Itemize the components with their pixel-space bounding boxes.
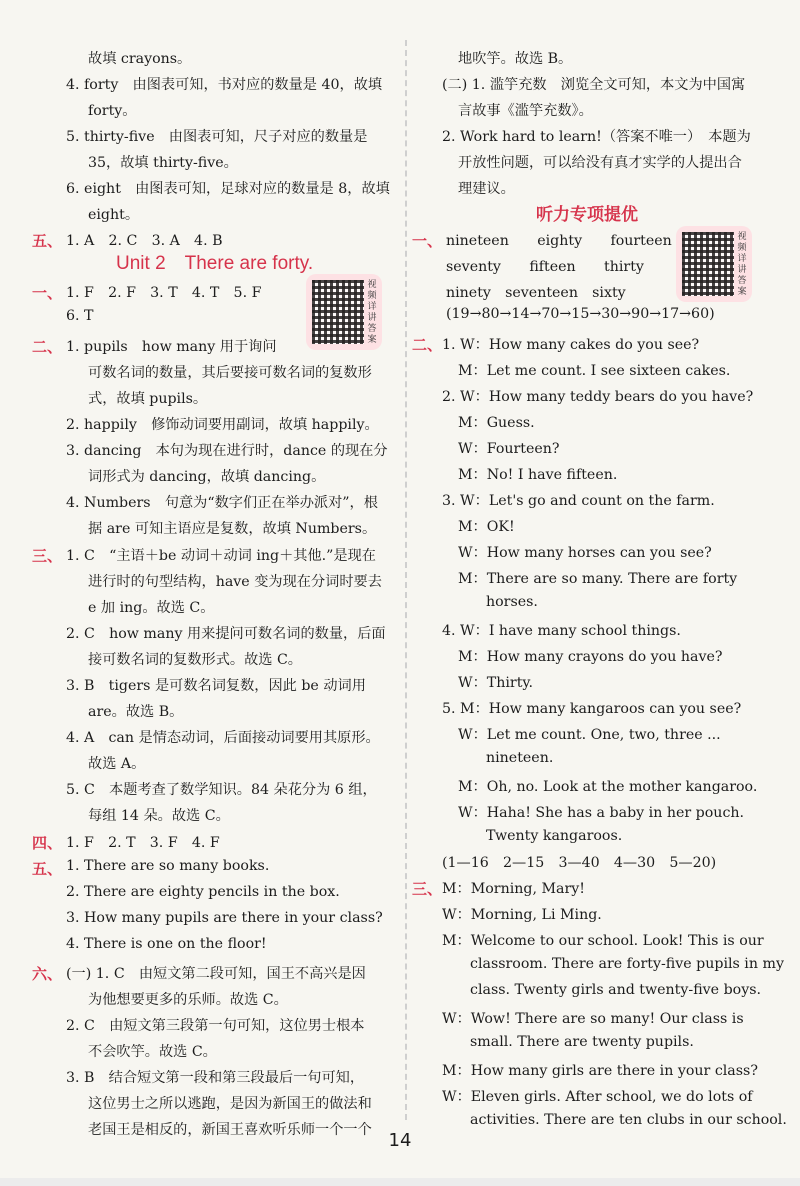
answer-line: M：How many crayons do you have?: [458, 649, 723, 665]
answer-line: (二) 1. 滥竽充数 浏览全文可知，本文为中国寓: [442, 77, 746, 93]
answer-line: 3. B 结合短文第一段和第三段最后一句可知，: [66, 1070, 365, 1086]
answer-line: 2. Work hard to learn!（答案不唯一） 本题为: [442, 129, 751, 145]
answer-line: 1. F 2. F 3. T 4. T 5. F: [66, 285, 262, 301]
unit-title: Unit 2 There are forty.: [116, 253, 314, 274]
answer-line: 故填 crayons。: [88, 51, 192, 67]
answer-line: 不会吹竽。故选 C。: [88, 1044, 217, 1060]
answer-line: 2. W：How many teddy bears do you have?: [442, 389, 754, 405]
answer-line: 每组 14 朵。故选 C。: [88, 808, 230, 824]
answer-line: 2. C 由短文第三段第一句可知，这位男士根本: [66, 1018, 365, 1034]
answer-line: W：Fourteen?: [458, 441, 560, 457]
answer-line: 可数名词的数量，其后要接可数名词的复数形: [88, 365, 372, 381]
qr-code-icon[interactable]: [676, 226, 752, 302]
answer-line: 为他想要更多的乐师。故选 C。: [88, 992, 288, 1008]
answer-line: small. There are twenty pupils.: [470, 1034, 694, 1050]
answer-line: 4. There is one on the floor!: [66, 936, 267, 952]
answer-line: class. Twenty girls and twenty-five boys.: [470, 982, 762, 998]
answer-line: M：How many girls are there in your class?: [442, 1063, 758, 1079]
answer-line: forty。: [88, 103, 137, 119]
answer-line: 据 are 可知主语应是复数，故填 Numbers。: [88, 521, 377, 537]
answer-line: 1. A 2. C 3. A 4. B: [66, 233, 223, 249]
section-label: 二、: [412, 336, 443, 354]
qr-pattern: [682, 232, 734, 296]
section-label: 三、: [412, 880, 443, 898]
answer-line: seventy fifteen thirty: [446, 259, 644, 275]
qr-pattern: [312, 280, 364, 344]
answer-line: e 加 ing。故选 C。: [88, 600, 215, 616]
answer-line: are。故选 B。: [88, 704, 184, 720]
answer-line: 式，故填 pupils。: [88, 391, 208, 407]
answer-line: 1. F 2. T 3. F 4. F: [66, 835, 220, 851]
answer-line: (一) 1. C 由短文第二段可知，国王不高兴是因: [66, 966, 366, 982]
answer-line: 词形式为 dancing，故填 dancing。: [88, 469, 326, 485]
answer-line: 1. W：How many cakes do you see?: [442, 337, 700, 353]
page-number: 14: [388, 1130, 412, 1151]
section-label: 四、: [32, 834, 63, 852]
answer-line: M：Guess.: [458, 415, 535, 431]
section-label: 六、: [32, 965, 63, 983]
answer-line: 6. T: [66, 308, 94, 324]
answer-line: W：Let me count. One, two, three ...: [458, 727, 721, 743]
answer-line: 3. How many pupils are there in your class?: [66, 910, 383, 926]
answer-line: 2. C how many 用来提问可数名词的数量，后面: [66, 626, 386, 642]
answer-line: 老国王是相反的，新国王喜欢听乐师一个一个: [88, 1122, 372, 1138]
answer-line: W：Haha! She has a baby in her pouch.: [458, 805, 745, 821]
qr-caption: 视频详讲答案: [367, 280, 377, 345]
answer-line: 言故事《滥竽充数》。: [458, 103, 593, 119]
answer-line: eight。: [88, 207, 140, 223]
answer-line: 1. pupils how many 用于询问: [66, 339, 277, 355]
answer-line: classroom. There are forty-five pupils in my: [470, 956, 784, 972]
answer-line: nineteen.: [486, 750, 554, 766]
qr-caption: 视频详讲答案: [737, 232, 747, 297]
answer-line: 4. forty 由图表可知，书对应的数量是 40，故填: [66, 77, 383, 93]
answer-line: 故选 A。: [88, 756, 146, 772]
answer-line: 5. C 本题考查了数学知识。84 朵花分为 6 组，: [66, 782, 377, 798]
answer-line: M：Welcome to our school. Look! This is our: [442, 933, 764, 949]
answer-line: 1. There are so many books.: [66, 858, 270, 874]
section-label: 一、: [412, 232, 443, 250]
answer-line: 2. happily 修饰动词要用副词，故填 happily。: [66, 417, 379, 433]
answer-line: W：Morning, Li Ming.: [442, 907, 602, 923]
qr-code-icon[interactable]: [306, 274, 382, 350]
section-label: 五、: [32, 860, 63, 878]
section-label: 一、: [32, 284, 63, 302]
answer-line: W：How many horses can you see?: [458, 545, 712, 561]
bottom-bar: [0, 1178, 800, 1186]
section-label: 二、: [32, 338, 63, 356]
answer-line: 地吹竽。故选 B。: [458, 51, 573, 67]
answer-line: 1. C “主语＋be 动词＋动词 ing＋其他.”是现在: [66, 548, 376, 564]
answer-line: 4. Numbers 句意为“数字们正在举办派对”，根: [66, 495, 378, 511]
answer-line: 开放性问题，可以给没有真才实学的人提出合: [458, 155, 742, 171]
answer-line: 3. dancing 本句为现在进行时，dance 的现在分: [66, 443, 388, 459]
answer-line: 接可数名词的复数形式。故选 C。: [88, 652, 302, 668]
answer-line: M：OK!: [458, 519, 515, 535]
column-divider: [405, 40, 407, 1120]
answer-line: 这位男士之所以逃跑，是因为新国王的做法和: [88, 1096, 372, 1112]
section-label: 三、: [32, 547, 63, 565]
answer-line: Twenty kangaroos.: [486, 828, 623, 844]
answer-line: (1—16 2—15 3—40 4—30 5—20): [442, 855, 717, 871]
answer-line: M：Let me count. I see sixteen cakes.: [458, 363, 731, 379]
answer-line: 3. B tigers 是可数名词复数，因此 be 动词用: [66, 678, 366, 694]
answer-line: nineteen eighty fourteen: [446, 233, 672, 249]
answer-line: activities. There are ten clubs in our school.: [470, 1112, 787, 1128]
answer-line: 理建议。: [458, 181, 515, 197]
answer-line: (19→80→14→70→15→30→90→17→60): [446, 306, 715, 322]
answer-line: M：There are so many. There are forty: [458, 571, 738, 587]
answer-line: 5. thirty-five 由图表可知，尺子对应的数量是: [66, 129, 368, 145]
answer-line: 进行时的句型结构，have 变为现在分词时要去: [88, 574, 382, 590]
section-label: 五、: [32, 232, 63, 250]
section-heading: 听力专项提优: [536, 205, 638, 225]
answer-line: 6. eight 由图表可知，足球对应的数量是 8，故填: [66, 181, 390, 197]
answer-line: 2. There are eighty pencils in the box.: [66, 884, 340, 900]
answer-line: horses.: [486, 594, 538, 610]
answer-line: W：Eleven girls. After school, we do lots of: [442, 1089, 753, 1105]
answer-line: M：Morning, Mary!: [442, 881, 585, 897]
answer-line: M：Oh, no. Look at the mother kangaroo.: [458, 779, 758, 795]
answer-line: ninety seventeen sixty: [446, 285, 626, 301]
answer-line: 3. W：Let's go and count on the farm.: [442, 493, 715, 509]
answer-line: 4. A can 是情态动词，后面接动词要用其原形。: [66, 730, 380, 746]
answer-line: M：No! I have fifteen.: [458, 467, 618, 483]
answer-line: 4. W：I have many school things.: [442, 623, 681, 639]
answer-line: 5. M：How many kangaroos can you see?: [442, 701, 742, 717]
answer-line: 35，故填 thirty-five。: [88, 155, 238, 171]
answer-line: W：Wow! There are so many! Our class is: [442, 1011, 744, 1027]
answer-line: W：Thirty.: [458, 675, 534, 691]
